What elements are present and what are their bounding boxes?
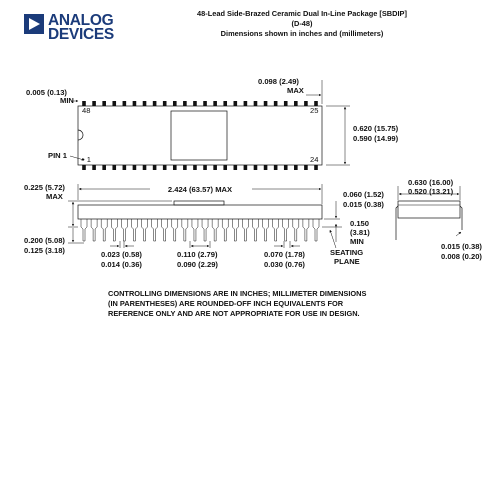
bottom-pin <box>213 165 217 170</box>
dim-min-lead-end-line2: MIN <box>60 96 74 105</box>
bottom-pin <box>92 165 96 170</box>
logo-line2: DEVICES <box>48 26 114 43</box>
side-lead <box>222 219 228 241</box>
side-lead <box>283 219 289 241</box>
dim-seat-tip-line2: (3.81) <box>350 228 370 237</box>
side-lead <box>192 219 198 241</box>
bottom-pin <box>264 165 268 170</box>
side-lead <box>273 219 279 241</box>
dim-body-width-line1: 0.620 (15.75) <box>353 124 399 133</box>
dim-lead-width-line1: 0.023 (0.58) <box>101 250 142 259</box>
analog-devices-logo <box>24 12 114 43</box>
side-lead <box>242 219 248 241</box>
bottom-pin <box>163 165 167 170</box>
drawing-title: 48-Lead Side-Brazed Ceramic Dual In-Line Package [SBDIP] <box>197 9 407 18</box>
side-lead <box>81 219 87 241</box>
top-pin <box>92 101 96 106</box>
package-code: (D-48) <box>291 19 313 28</box>
top-pin <box>213 101 217 106</box>
side-lead <box>131 219 137 241</box>
seating-plane-leader <box>330 230 336 248</box>
pin-25-label: 25 <box>310 106 319 115</box>
bottom-pin <box>284 165 288 170</box>
top-pin <box>173 101 177 106</box>
note-line1: CONTROLLING DIMENSIONS ARE IN INCHES; MILLIMETER DIMENSIONS <box>108 289 367 298</box>
top-pin <box>153 101 157 106</box>
side-lead <box>111 219 117 241</box>
dim-lead-thickness-line1: 0.015 (0.38) <box>441 242 482 251</box>
side-lead <box>212 219 218 241</box>
bottom-pin <box>254 165 258 170</box>
side-view-body <box>78 205 322 219</box>
side-lead <box>101 219 107 241</box>
bottom-pin <box>203 165 207 170</box>
top-pin <box>234 101 238 106</box>
bottom-pin <box>102 165 106 170</box>
note-line2: (IN PARENTHESES) ARE ROUNDED-OFF INCH EQUIVALENTS FOR <box>108 299 344 308</box>
end-view-body <box>398 201 460 218</box>
top-pin <box>244 101 248 106</box>
dim-row-spacing-line1: 0.630 (16.00) <box>408 178 454 187</box>
side-lead <box>172 219 178 241</box>
bottom-pin <box>223 165 227 170</box>
side-lead <box>152 219 158 241</box>
side-lead <box>91 219 97 241</box>
dim-lead-length-line1: 0.200 (5.08) <box>24 236 65 245</box>
side-lead <box>121 219 127 241</box>
side-view <box>78 201 322 241</box>
side-lead <box>252 219 258 241</box>
bottom-pin <box>314 165 318 170</box>
top-pin <box>143 101 147 106</box>
bottom-pin <box>133 165 137 170</box>
side-view-lid <box>174 201 224 205</box>
top-pin <box>254 101 258 106</box>
bottom-pin <box>274 165 278 170</box>
top-pin <box>284 101 288 106</box>
dim-max-lead-end-line2: MAX <box>287 86 304 95</box>
side-lead <box>162 219 168 241</box>
top-pin <box>163 101 167 106</box>
side-lead <box>202 219 208 241</box>
dim-pitch-line1: 0.110 (2.79) <box>177 250 218 259</box>
dim-length: 2.424 (63.57) MAX <box>167 185 233 194</box>
dim-lead-thickness-line2: 0.008 (0.20) <box>441 252 482 261</box>
top-view-pins-bottom <box>82 165 318 170</box>
dim-min-lead-end-line1: 0.005 (0.13) <box>26 88 67 97</box>
dim-row-spacing-line2: 0.520 (13.21) <box>408 187 454 196</box>
dim-shoulder-line2: 0.015 (0.38) <box>343 200 384 209</box>
dim-height-line2: MAX <box>46 192 63 201</box>
dim-lead-thickness-leader <box>456 232 461 236</box>
bottom-pin <box>143 165 147 170</box>
bottom-pin <box>294 165 298 170</box>
dim-shoulder-line1: 0.060 (1.52) <box>343 190 384 199</box>
dim-seat-tip-line3: MIN <box>350 237 364 246</box>
bottom-pin <box>244 165 248 170</box>
top-pin <box>193 101 197 106</box>
top-view-pins-top <box>82 101 318 106</box>
pin-24-label: 24 <box>310 155 319 164</box>
top-pin <box>102 101 106 106</box>
bottom-pin <box>304 165 308 170</box>
top-pin <box>223 101 227 106</box>
top-pin <box>294 101 298 106</box>
logo-line1: ANALOG <box>48 12 114 29</box>
top-pin <box>133 101 137 106</box>
bottom-pin <box>153 165 157 170</box>
pin1-notch <box>78 130 83 140</box>
side-lead <box>303 219 309 241</box>
bottom-pin <box>112 165 116 170</box>
top-view-body <box>78 106 322 165</box>
note-line3: REFERENCE ONLY AND ARE NOT APPROPRIATE FOR USE IN DESIGN. <box>108 309 360 318</box>
dim-lead-width-line2: 0.014 (0.36) <box>101 260 142 269</box>
dim-height-line1: 0.225 (5.72) <box>24 183 65 192</box>
bottom-pin <box>82 165 86 170</box>
side-view-leads <box>81 219 319 241</box>
seating-plane-line2: PLANE <box>334 257 360 266</box>
top-pin <box>274 101 278 106</box>
side-lead <box>232 219 238 241</box>
side-lead <box>293 219 299 241</box>
bottom-pin <box>193 165 197 170</box>
dim-max-lead-end-line1: 0.098 (2.49) <box>258 77 299 86</box>
dim-shoulder-width-line1: 0.070 (1.78) <box>264 250 305 259</box>
units-subtitle: Dimensions shown in inches and (millimeters) <box>220 29 384 38</box>
top-pin <box>183 101 187 106</box>
bottom-pin <box>183 165 187 170</box>
pin-1-label: • 1 <box>82 155 91 164</box>
end-view <box>396 201 462 240</box>
side-lead <box>313 219 319 241</box>
dim-pitch-line2: 0.090 (2.29) <box>177 260 218 269</box>
pin1-indicator-label: PIN 1 <box>48 151 67 160</box>
bottom-pin <box>234 165 238 170</box>
dim-body-width-line2: 0.590 (14.99) <box>353 134 399 143</box>
bottom-pin <box>173 165 177 170</box>
top-view-lid <box>171 111 227 160</box>
top-pin <box>264 101 268 106</box>
side-lead <box>182 219 188 241</box>
top-pin <box>112 101 116 106</box>
seating-plane-line1: SEATING <box>330 248 364 257</box>
top-pin <box>304 101 308 106</box>
side-lead <box>142 219 148 241</box>
top-view <box>48 101 322 170</box>
dim-shoulder-width-line2: 0.030 (0.76) <box>264 260 305 269</box>
top-pin <box>203 101 207 106</box>
dim-lead-length-line2: 0.125 (3.18) <box>24 246 65 255</box>
bottom-pin <box>123 165 127 170</box>
top-pin <box>123 101 127 106</box>
dim-seat-tip-line1: 0.150 <box>350 219 370 228</box>
pin-48-label: 48 <box>82 106 91 115</box>
side-lead <box>263 219 269 241</box>
